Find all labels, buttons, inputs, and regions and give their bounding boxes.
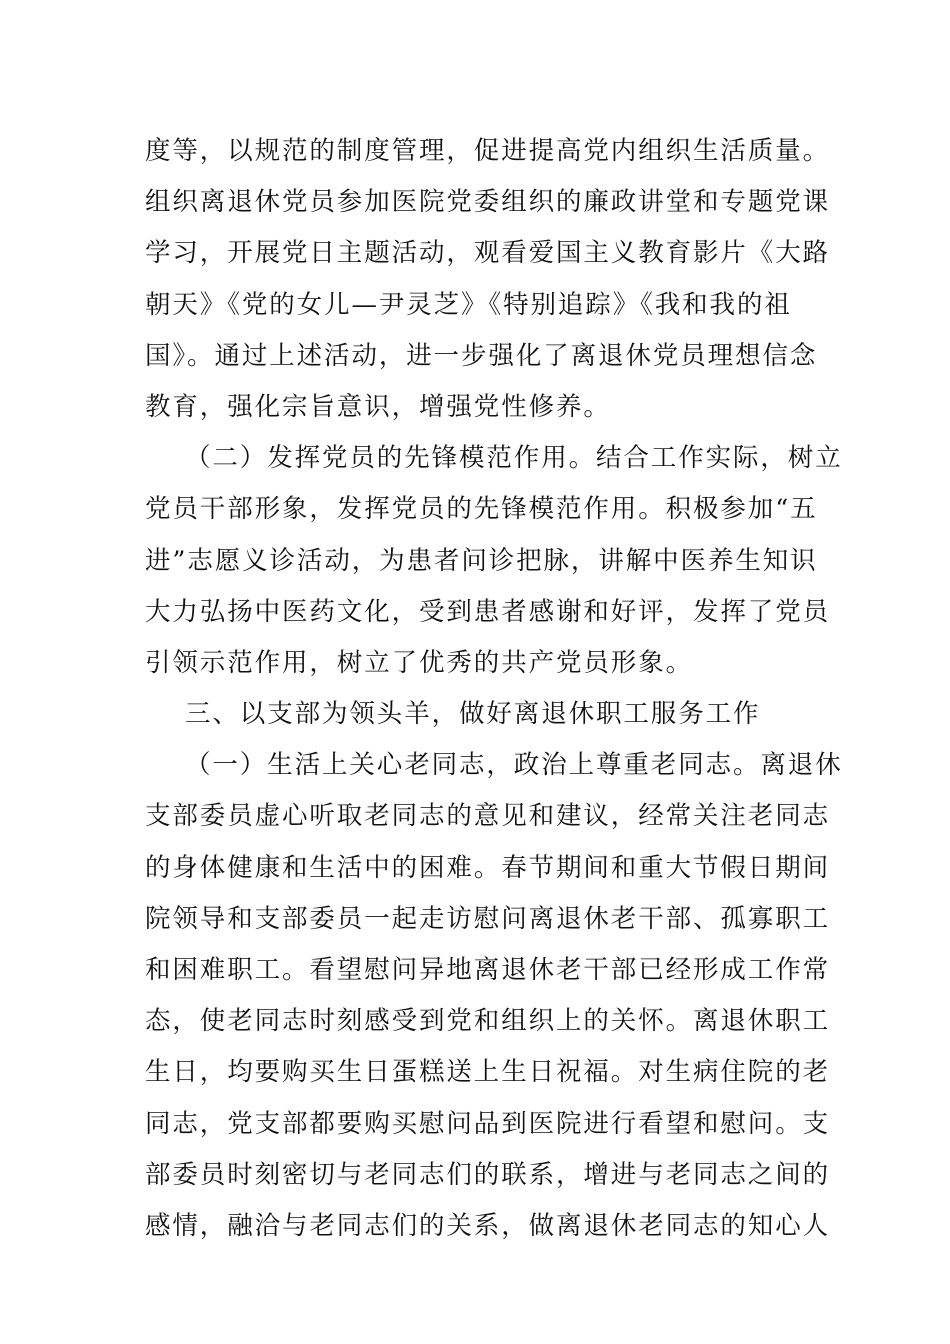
paragraph-start-line: （二）发挥党员的先锋模范作用。结合工作实际，树立 — [185, 443, 843, 474]
text-line: 学习，开展党日主题活动，观看爱国主义教育影片《大路 — [145, 238, 831, 269]
text-line: 支部委员虚心听取老同志的意见和建议，经常关注老同志 — [145, 801, 831, 832]
text-line: 部委员时刻密切与老同志们的联系，增进与老同志之间的 — [145, 1159, 831, 1190]
text-line: 组织离退休党员参加医院党委组织的廉政讲堂和专题党课 — [145, 187, 831, 218]
text-line: 度等，以规范的制度管理，促进提高党内组织生活质量。 — [145, 136, 831, 166]
section-heading: 三、以支部为领头羊，做好离退休职工服务工作 — [185, 699, 761, 730]
text-line: 院领导和支部委员一起走访慰问离退休老干部、孤寡职工 — [145, 903, 831, 934]
text-line: 教育，强化宗旨意识，增强党性修养。 — [145, 391, 611, 422]
text-line: 引领示范作用，树立了优秀的共产党员形象。 — [145, 647, 694, 678]
text-line: 的身体健康和生活中的困难。春节期间和重大节假日期间 — [145, 852, 831, 883]
text-line: 大力弘扬中医药文化，受到患者感谢和好评，发挥了党员 — [145, 596, 831, 627]
paragraph-start-line: （一）生活上关心老同志，政治上尊重老同志。离退休 — [185, 750, 843, 781]
text-line: 态，使老同志时刻感受到党和组织上的关怀。离退休职工 — [145, 1006, 831, 1037]
document-body — [145, 126, 843, 1252]
text-line: 和困难职工。看望慰问异地离退休老干部已经形成工作常 — [145, 955, 831, 985]
text-line: 朝天》《党的女儿—尹灵芝》《特别追踪》《我和我的祖 — [145, 289, 792, 320]
text-line: 国》。通过上述活动，进一步强化了离退休党员理想信念 — [145, 340, 818, 371]
text-line: 生日，均要购买生日蛋糕送上生日祝福。对生病住院的老 — [145, 1057, 831, 1088]
text-line: 感情，融洽与老同志们的关系，做离退休老同志的知心人 — [145, 1210, 831, 1241]
text-line: 同志，党支部都要购买慰问品到医院进行看望和慰问。支 — [145, 1108, 831, 1139]
text-line: 党员干部形象，发挥党员的先锋模范作用。积极参加“五 — [145, 494, 818, 525]
text-line: 进”志愿义诊活动，为患者问诊把脉，讲解中医养生知识 — [145, 545, 818, 576]
